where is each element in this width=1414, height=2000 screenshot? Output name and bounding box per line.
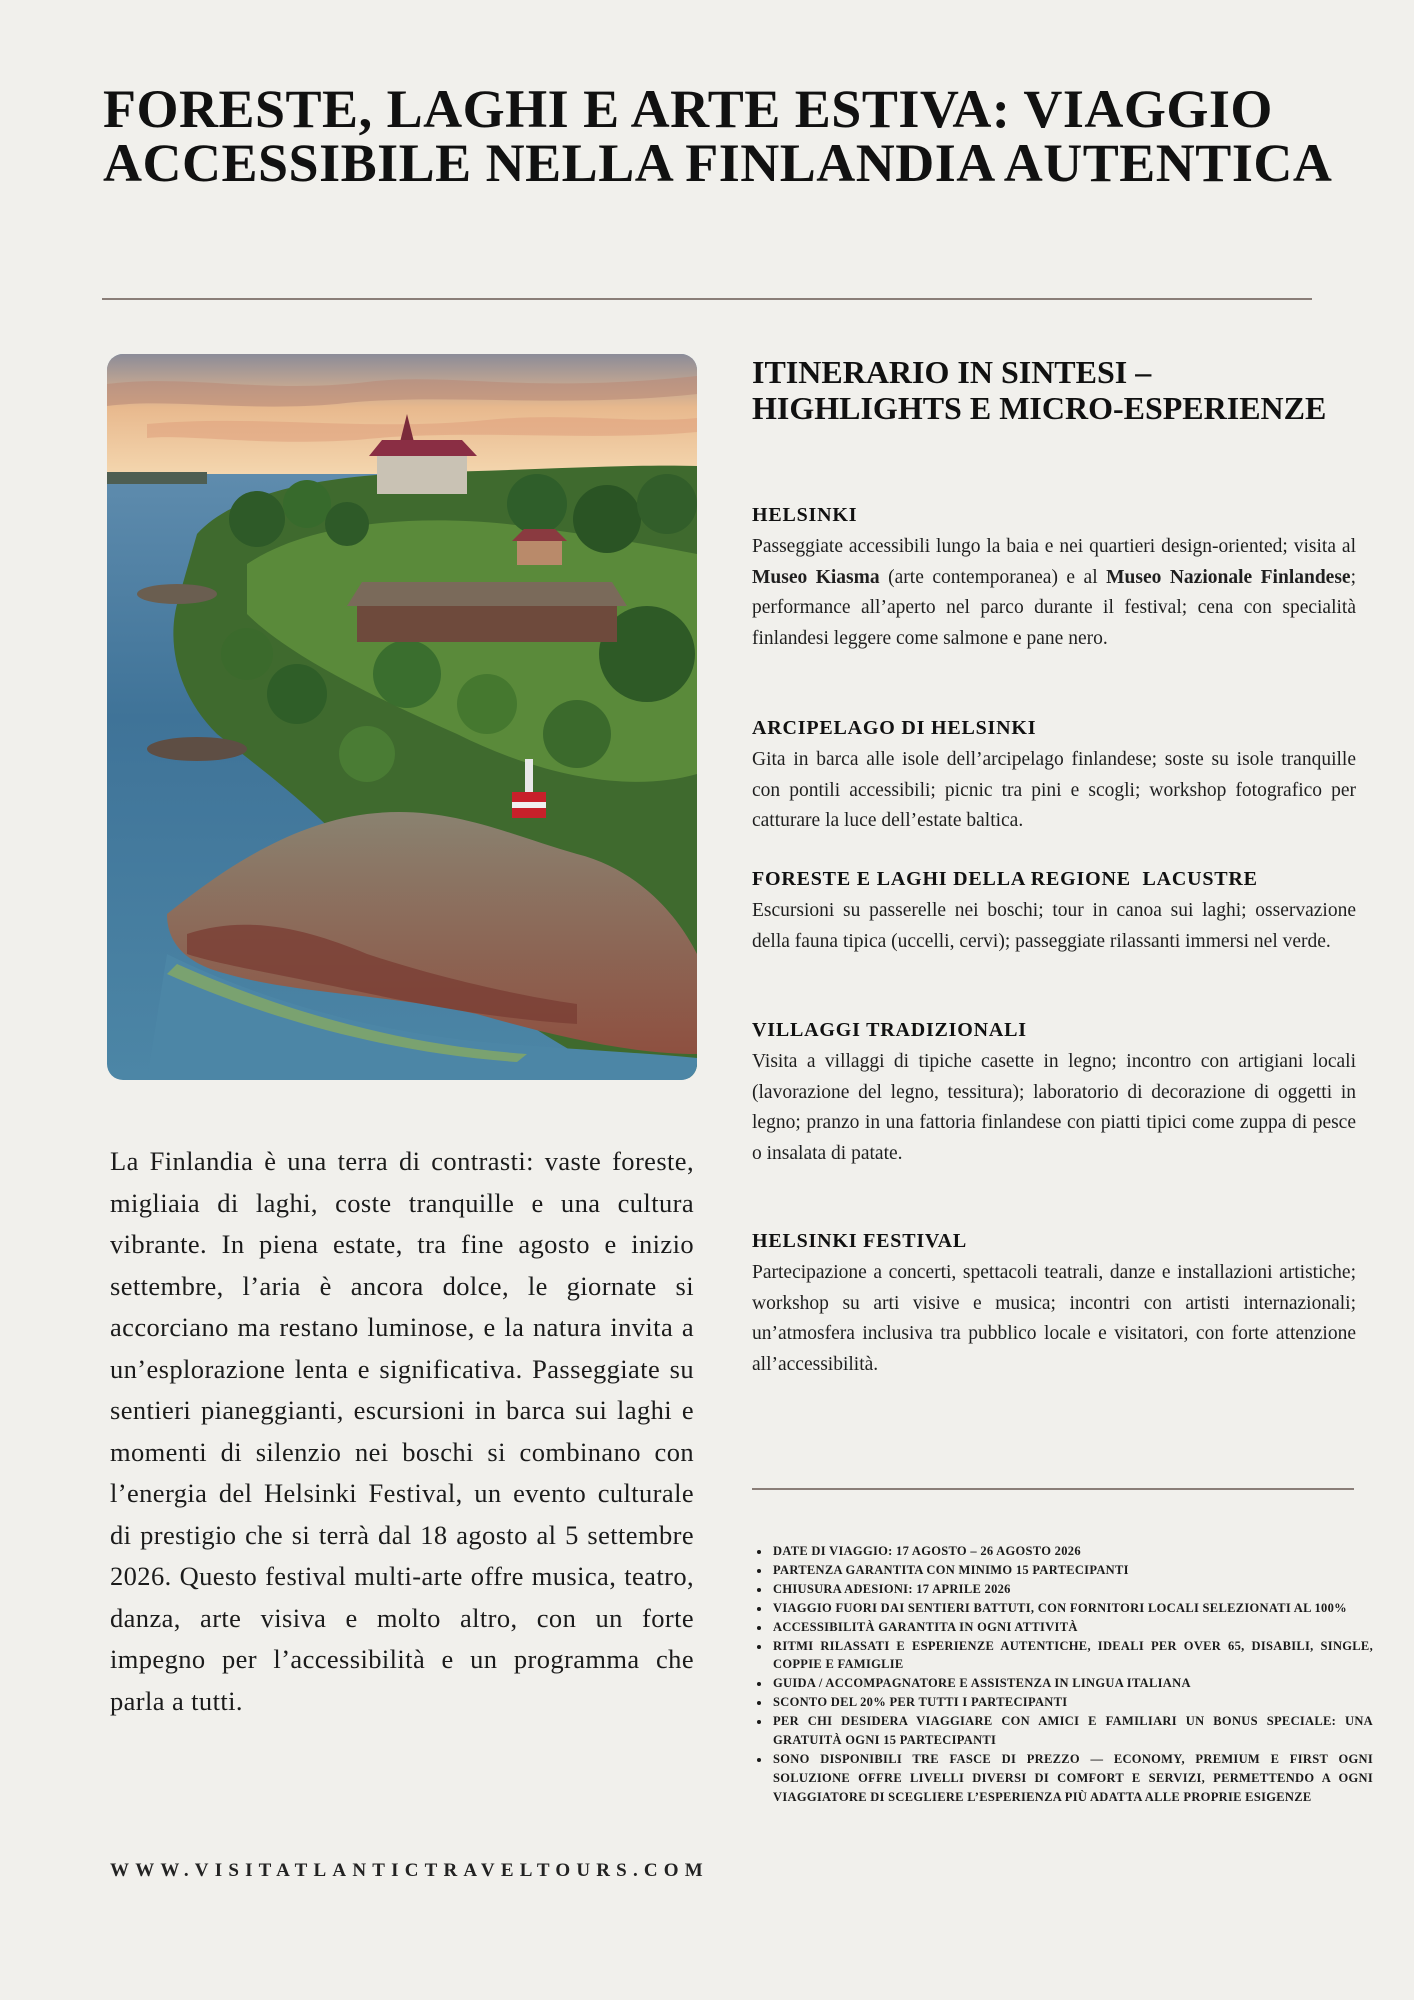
detail-item: • PER CHI DESIDERA VIAGGIARE CON AMICI E FAMILIARI UN BONUS SPECIALE: UNA GRATUITÀ OGNI 15 PARTECIPANTI: [771, 1712, 1373, 1750]
website-link[interactable]: WWW.VISITATLANTICTRAVELTOURS.COM: [110, 1860, 709, 1881]
detail-item: • VIAGGIO FUORI DAI SENTIERI BATTUTI, CON FORNITORI LOCALI SELEZIONATI AL 100%: [771, 1599, 1373, 1618]
section-text: Gita in barca alle isole dell’arcipelago finlandese; soste su isole tranquille con pontili accessibili; picnic tra pini e scogli; workshop fotografico per catturare la luce dell’estate baltica.: [752, 749, 1356, 831]
section-foreste: [752, 864, 1356, 957]
section-text: [752, 532, 1356, 654]
text-part: Passeggiate accessibili lungo la baia e nei quartieri design-oriented; visita al: [752, 536, 1356, 557]
details-divider: [752, 1488, 1354, 1490]
section-heading: ARCIPELAGO DI HELSINKI: [752, 717, 1037, 739]
section-villaggi: [752, 1015, 1356, 1169]
section-text: Escursioni su passerelle nei boschi; tour in canoa sui laghi; osservazione della fauna tipica (uccelli, cervi); passeggiate rilassanti immersi nel verde.: [752, 900, 1356, 952]
detail-item: • SONO DISPONIBILI TRE FASCE DI PREZZO — ECONOMY, PREMIUM E FIRST OGNI SOLUZIONE OFFRE LIVELLI DIVERSI DI COMFORT E SERVIZI, PERMETTENDO A OGNI VIAGGIATORE DI SCEGLIERE L’ESPERIENZA PIÙ ADATTA ALLE PROPRIE ESIGENZE: [771, 1750, 1373, 1807]
museum-name: Museo Kiasma: [752, 566, 880, 588]
section-heading: HELSINKI: [752, 504, 858, 526]
detail-item: • ACCESSIBILITÀ GARANTITA IN OGNI ATTIVITÀ: [771, 1618, 1373, 1637]
museum-name: Museo Nazionale Finlandese: [1106, 566, 1351, 588]
trip-details-list: [752, 1542, 1373, 1807]
detail-item: • RITMI RILASSATI E ESPERIENZE AUTENTICHE, IDEALI PER OVER 65, DISABILI, SINGLE, COPPIE E FAMIGLIE: [771, 1637, 1373, 1675]
itinerary-title: ITINERARIO IN SINTESI – HIGHLIGHTS E MICRO-ESPERIENZE: [752, 354, 1327, 426]
intro-paragraph: La Finlandia è una terra di contrasti: vaste foreste, migliaia di laghi, coste tranquille e una cultura vibrante. In piena estate, tra fine agosto e inizio settembre, l’aria è ancora dolce, le giornate si accorciano ma restano luminose, e la natura invita a un’esplorazione lenta e significativa. Passeggiate su sentieri pianeggianti, escursioni in barca sui laghi e momenti di silenzio nei boschi si combinano con l’energia del Helsinki Festival, un evento culturale di prestigio che si terrà dal 18 agosto al 5 settembre 2026. Questo festival multi-arte offre musica, teatro, danza, arte visiva e molto altro, con un forte impegno per l’accessibilità e un programma che parla a tutti.: [110, 1146, 694, 1716]
section-festival: [752, 1226, 1356, 1380]
section-text: Visita a villaggi di tipiche casette in legno; incontro con artigiani locali (lavorazione del legno, tessitura); laboratorio di decorazione di oggetti in legno; pranzo in una fattoria finlandese con piatti tipici come zuppa di pesce o insalata di patate.: [752, 1051, 1356, 1164]
text-part: (arte contemporanea) e al: [879, 566, 1107, 588]
detail-item: • DATE DI VIAGGIO: 17 AGOSTO – 26 AGOSTO 2026: [771, 1542, 1373, 1561]
section-heading: HELSINKI FESTIVAL: [752, 1230, 967, 1252]
section-text: Partecipazione a concerti, spettacoli teatrali, danze e installazioni artistiche; workshop su arti visive e musica; incontri con artisti internazionali; un’atmosfera inclusiva tra pubblico locale e visitatori, con forte attenzione all’accessibilità.: [752, 1262, 1356, 1375]
text-part: ; performance all’aperto nel parco durante il festival; cena con specialità finlandesi leggere come salmone e pane nero.: [752, 566, 1356, 649]
section-arcipelago: [752, 713, 1356, 837]
archipelago-photo: [107, 354, 697, 1080]
section-heading: VILLAGGI TRADIZIONALI: [752, 1019, 1027, 1041]
detail-item: • CHIUSURA ADESIONI: 17 APRILE 2026: [771, 1580, 1373, 1599]
page-title: FORESTE, LAGHI E ARTE ESTIVA: VIAGGIO ACCESSIBILE NELLA FINLANDIA AUTENTICA: [103, 79, 1333, 193]
detail-item: • GUIDA / ACCOMPAGNATORE E ASSISTENZA IN LINGUA ITALIANA: [771, 1674, 1373, 1693]
section-helsinki: [752, 500, 1356, 654]
title-divider: [102, 298, 1312, 300]
detail-item: • PARTENZA GARANTITA CON MINIMO 15 PARTECIPANTI: [771, 1561, 1373, 1580]
detail-item: • SCONTO DEL 20% PER TUTTI I PARTECIPANTI: [771, 1693, 1373, 1712]
section-heading: FORESTE E LAGHI DELLA REGIONE LACUSTRE: [752, 868, 1258, 890]
